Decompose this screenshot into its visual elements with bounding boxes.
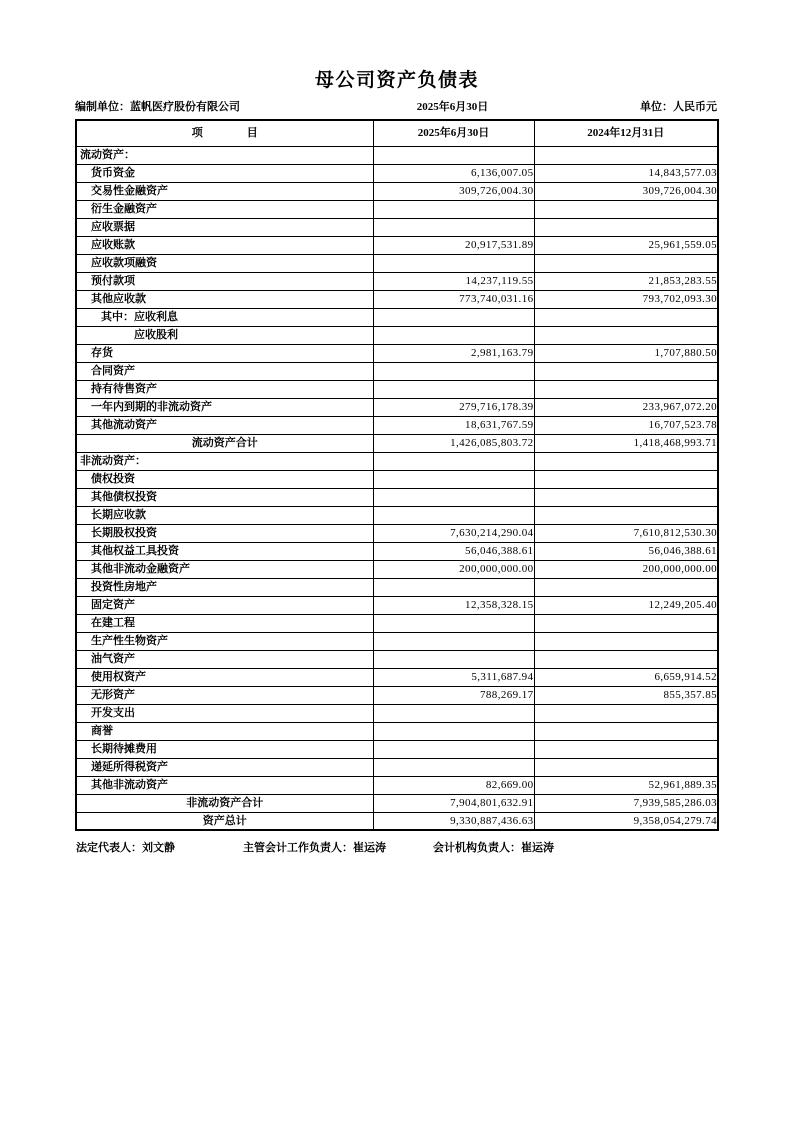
row-item-label: 使用权资产 <box>76 668 373 686</box>
table-row <box>76 524 718 542</box>
table-row <box>76 632 718 650</box>
row-item-label: 衍生金融资产 <box>76 200 373 218</box>
row-item-label: 在建工程 <box>76 614 373 632</box>
row-prior-period-value <box>534 326 718 344</box>
row-item-label: 商誉 <box>76 722 373 740</box>
row-prior-period-value <box>534 614 718 632</box>
table-row <box>76 146 718 164</box>
row-prior-period-value <box>534 740 718 758</box>
row-current-period-value: 9,330,887,436.63 <box>373 812 534 830</box>
row-item-label: 其他权益工具投资 <box>76 542 373 560</box>
row-item-label: 应收票据 <box>76 218 373 236</box>
row-current-period-value <box>373 308 534 326</box>
row-prior-period-value: 12,249,205.40 <box>534 596 718 614</box>
table-row <box>76 704 718 722</box>
row-prior-period-value <box>534 506 718 524</box>
row-item-label: 持有待售资产 <box>76 380 373 398</box>
row-item-label: 其他非流动资产 <box>76 776 373 794</box>
table-row <box>76 614 718 632</box>
table-body <box>76 146 718 830</box>
row-prior-period-value: 200,000,000.00 <box>534 560 718 578</box>
table-row <box>76 740 718 758</box>
row-item-label: 长期应收款 <box>76 506 373 524</box>
signature-row <box>76 841 794 855</box>
row-item-label: 合同资产 <box>76 362 373 380</box>
row-item-label: 递延所得税资产 <box>76 758 373 776</box>
row-current-period-value: 6,136,007.05 <box>373 164 534 182</box>
table-row <box>76 434 718 452</box>
row-prior-period-value: 233,967,072.20 <box>534 398 718 416</box>
row-current-period-value: 309,726,004.30 <box>373 182 534 200</box>
row-current-period-value <box>373 488 534 506</box>
table-row <box>76 362 718 380</box>
row-prior-period-value <box>534 218 718 236</box>
row-current-period-value <box>373 632 534 650</box>
table-row <box>76 344 718 362</box>
prepared-by-label: 编制单位：蓝帆医疗股份有限公司 <box>75 101 240 113</box>
table-row <box>76 488 718 506</box>
row-current-period-value <box>373 218 534 236</box>
row-current-period-value <box>373 254 534 272</box>
row-current-period-value <box>373 506 534 524</box>
accounting-supervisor-label: 主管会计工作负责人：崔运涛 <box>243 842 386 854</box>
row-prior-period-value <box>534 254 718 272</box>
report-date-label: 2025年6月30日 <box>416 101 489 113</box>
row-prior-period-value: 1,418,468,993.71 <box>534 434 718 452</box>
table-row <box>76 686 718 704</box>
table-row <box>76 596 718 614</box>
row-current-period-value <box>373 470 534 488</box>
table-row <box>76 380 718 398</box>
row-prior-period-value: 855,357.85 <box>534 686 718 704</box>
table-row <box>76 758 718 776</box>
row-item-label: 油气资产 <box>76 650 373 668</box>
row-prior-period-value <box>534 452 718 470</box>
row-current-period-value <box>373 758 534 776</box>
table-row <box>76 398 718 416</box>
row-current-period-value: 56,046,388.61 <box>373 542 534 560</box>
row-item-label: 应收股利 <box>76 326 373 344</box>
row-current-period-value: 14,237,119.55 <box>373 272 534 290</box>
row-current-period-value <box>373 326 534 344</box>
row-current-period-value <box>373 614 534 632</box>
row-prior-period-value <box>534 578 718 596</box>
row-current-period-value <box>373 362 534 380</box>
row-current-period-value: 20,917,531.89 <box>373 236 534 254</box>
row-item-label: 其他流动资产 <box>76 416 373 434</box>
row-item-label: 非流动资产： <box>76 452 373 470</box>
row-prior-period-value <box>534 362 718 380</box>
row-item-label: 固定资产 <box>76 596 373 614</box>
row-current-period-value: 12,358,328.15 <box>373 596 534 614</box>
row-prior-period-value: 14,843,577.03 <box>534 164 718 182</box>
row-item-label: 非流动资产合计 <box>76 794 373 812</box>
balance-sheet-table <box>75 119 719 831</box>
row-prior-period-value <box>534 650 718 668</box>
row-prior-period-value <box>534 758 718 776</box>
table-row <box>76 308 718 326</box>
row-item-label: 流动资产合计 <box>76 434 373 452</box>
table-row <box>76 668 718 686</box>
table-row <box>76 200 718 218</box>
table-row <box>76 650 718 668</box>
row-prior-period-value: 9,358,054,279.74 <box>534 812 718 830</box>
row-prior-period-value: 21,853,283.55 <box>534 272 718 290</box>
table-row <box>76 326 718 344</box>
row-item-label: 其他债权投资 <box>76 488 373 506</box>
row-item-label: 长期待摊费用 <box>76 740 373 758</box>
row-prior-period-value: 7,939,585,286.03 <box>534 794 718 812</box>
row-item-label: 交易性金融资产 <box>76 182 373 200</box>
row-prior-period-value: 16,707,523.78 <box>534 416 718 434</box>
table-row <box>76 542 718 560</box>
row-item-label: 一年内到期的非流动资产 <box>76 398 373 416</box>
table-row <box>76 290 718 308</box>
row-prior-period-value <box>534 632 718 650</box>
row-item-label: 应收账款 <box>76 236 373 254</box>
row-item-label: 长期股权投资 <box>76 524 373 542</box>
legal-representative-label: 法定代表人：刘文静 <box>76 842 175 854</box>
table-row <box>76 452 718 470</box>
table-row <box>76 812 718 830</box>
column-header-current-period: 2025年6月30日 <box>373 120 534 146</box>
row-prior-period-value <box>534 704 718 722</box>
table-row <box>76 506 718 524</box>
row-current-period-value: 5,311,687.94 <box>373 668 534 686</box>
row-prior-period-value: 793,702,093.30 <box>534 290 718 308</box>
row-prior-period-value: 25,961,559.05 <box>534 236 718 254</box>
table-row <box>76 236 718 254</box>
row-item-label: 开发支出 <box>76 704 373 722</box>
row-item-label: 生产性生物资产 <box>76 632 373 650</box>
row-item-label: 其他应收款 <box>76 290 373 308</box>
row-current-period-value <box>373 578 534 596</box>
table-header-row <box>76 120 718 146</box>
page-title: 母公司资产负债表 <box>314 70 479 91</box>
table-row <box>76 182 718 200</box>
row-current-period-value: 200,000,000.00 <box>373 560 534 578</box>
row-current-period-value: 7,630,214,290.04 <box>373 524 534 542</box>
currency-unit-label: 单位：人民币元 <box>640 101 717 113</box>
row-current-period-value <box>373 650 534 668</box>
table-row <box>76 164 718 182</box>
row-item-label: 流动资产： <box>76 146 373 164</box>
row-current-period-value: 18,631,767.59 <box>373 416 534 434</box>
row-item-label: 其中：应收利息 <box>76 308 373 326</box>
row-prior-period-value: 7,610,812,530.30 <box>534 524 718 542</box>
row-prior-period-value: 56,046,388.61 <box>534 542 718 560</box>
row-prior-period-value <box>534 722 718 740</box>
report-info-row <box>75 101 717 114</box>
row-item-label: 预付款项 <box>76 272 373 290</box>
row-item-label: 货币资金 <box>76 164 373 182</box>
row-current-period-value <box>373 146 534 164</box>
row-item-label: 存货 <box>76 344 373 362</box>
row-current-period-value: 2,981,163.79 <box>373 344 534 362</box>
row-prior-period-value <box>534 146 718 164</box>
table-row <box>76 218 718 236</box>
table-row <box>76 416 718 434</box>
row-prior-period-value <box>534 200 718 218</box>
row-prior-period-value: 52,961,889.35 <box>534 776 718 794</box>
row-item-label: 无形资产 <box>76 686 373 704</box>
row-item-label: 应收款项融资 <box>76 254 373 272</box>
row-prior-period-value: 6,659,914.52 <box>534 668 718 686</box>
row-current-period-value <box>373 722 534 740</box>
row-current-period-value <box>373 452 534 470</box>
row-current-period-value: 82,669.00 <box>373 776 534 794</box>
row-current-period-value: 279,716,178.39 <box>373 398 534 416</box>
table-row <box>76 794 718 812</box>
row-item-label: 其他非流动金融资产 <box>76 560 373 578</box>
table-row <box>76 776 718 794</box>
row-prior-period-value: 1,707,880.50 <box>534 344 718 362</box>
row-current-period-value <box>373 200 534 218</box>
row-prior-period-value <box>534 308 718 326</box>
row-current-period-value: 1,426,085,803.72 <box>373 434 534 452</box>
table-row <box>76 578 718 596</box>
table-row <box>76 560 718 578</box>
table-row <box>76 470 718 488</box>
column-header-item: 项 目 <box>76 120 373 146</box>
column-header-prior-period: 2024年12月31日 <box>534 120 718 146</box>
row-current-period-value: 788,269.17 <box>373 686 534 704</box>
row-prior-period-value <box>534 488 718 506</box>
table-row <box>76 254 718 272</box>
row-current-period-value <box>373 704 534 722</box>
row-item-label: 投资性房地产 <box>76 578 373 596</box>
accounting-department-head-label: 会计机构负责人：崔运涛 <box>433 842 554 854</box>
row-prior-period-value: 309,726,004.30 <box>534 182 718 200</box>
row-item-label: 资产总计 <box>76 812 373 830</box>
row-prior-period-value <box>534 470 718 488</box>
row-current-period-value: 773,740,031.16 <box>373 290 534 308</box>
table-row <box>76 272 718 290</box>
row-item-label: 债权投资 <box>76 470 373 488</box>
row-prior-period-value <box>534 380 718 398</box>
row-current-period-value <box>373 380 534 398</box>
table-row <box>76 722 718 740</box>
row-current-period-value <box>373 740 534 758</box>
row-current-period-value: 7,904,801,632.91 <box>373 794 534 812</box>
